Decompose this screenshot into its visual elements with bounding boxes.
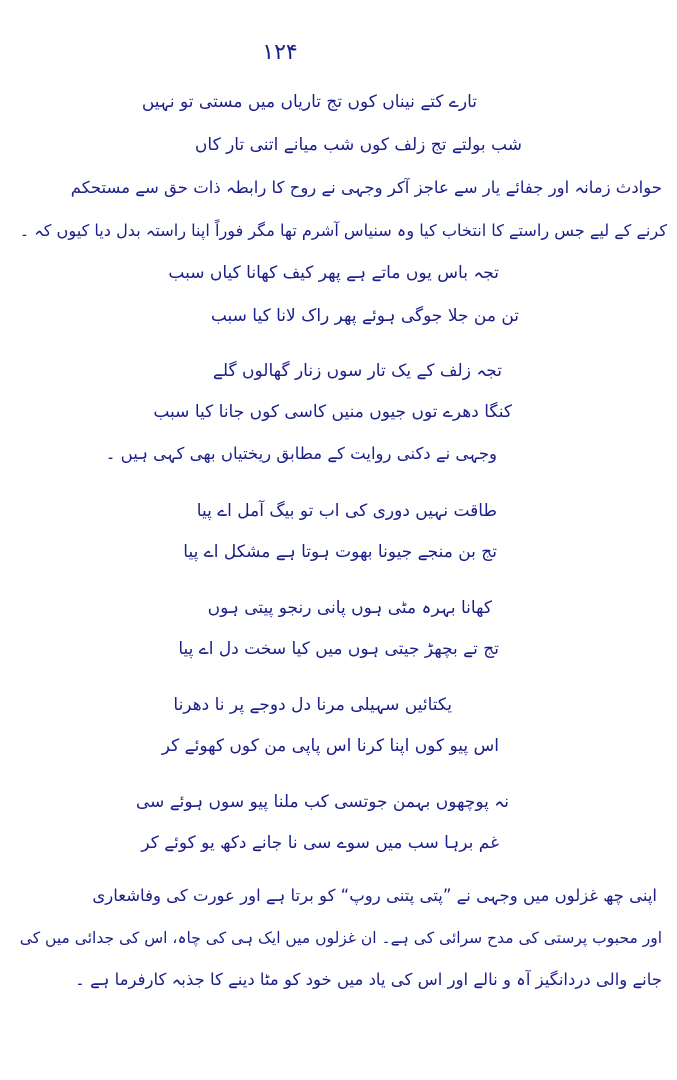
verse-line: یکتائیں سہیلی مرنا دل دوجے پر نا دھرنا xyxy=(173,695,452,715)
verse-line: کنگا دھرے توں جیوں منیں کاسی کوں جانا کیا سبب xyxy=(153,402,512,422)
verse-line: تارے کتے نیناں کوں تج تاریاں میں مستی تو نہیں xyxy=(141,92,477,112)
verse-line: شب بولتے تج زلف کوں شب میانے اتنی تار کاں xyxy=(194,135,522,155)
prose-line: وجہی نے دکنی روایت کے مطابق ریختیاں بھی کہی ہیں ۔ xyxy=(105,444,497,463)
prose-line: کرنے کے لیے جس راستے کا انتخاب کیا وہ سنیاس آشرم تھا مگر فوراً اپنا راستہ بدل دیا کیوں کہ ۔ xyxy=(19,221,667,240)
verse-line: تن من جلا جوگی ہوئے پھر راک لانا کیا سبب xyxy=(210,306,519,326)
verse-line: اس پیو کوں اپنا کرنا اس پاپی من کوں کھوئے کر xyxy=(161,736,499,756)
prose-line: جانے والی دردانگیز آہ و نالے اور اس کی یاد میں خود کو مٹا دینے کا جذبہ کارفرما ہے ۔ xyxy=(75,970,662,989)
verse-line: طاقت نہیں دوری کی اب تو بیگ آمل اے پیا xyxy=(196,501,497,521)
verse-line: غم برہا سب میں سوے سی نا جانے دکھ یو کوئے کر xyxy=(141,833,499,853)
verse-line: تج تے بچھڑ جیتی ہوں میں کیا سخت دل اے پیا xyxy=(178,639,499,659)
prose-line: حوادث زمانہ اور جفائے یار سے عاجز آکر وجہی نے روح کا رابطہ ذات حق سے مستحکم xyxy=(70,178,662,197)
verse-line: تجہ باس یوں ماتے ہے پھر کیف کھانا کیاں سبب xyxy=(168,263,499,283)
verse-line: تجہ زلف کے یک تار سوں زنار گھالوں گلے xyxy=(212,361,502,381)
verse-line: تج بن منجے جیونا بھوت ہوتا ہے مشکل اے پیا xyxy=(183,542,497,562)
verse-line: نہ پوچھوں بہمن جوتسی کب ملنا پیو سوں ہوئے سی xyxy=(135,792,509,812)
page-number: ۱۲۴ xyxy=(262,40,298,65)
verse-line: کھانا بہرہ مٹی ہوں پانی رنجو پیتی ہوں xyxy=(207,598,492,618)
prose-line: اپنی چھ غزلوں میں وجہی نے ”پتی پتنی روپ“ کو برتا ہے اور عورت کی وفاشعاری xyxy=(92,886,657,905)
prose-line: اور محبوب پرستی کی مدح سرائی کی ہے۔ ان غزلوں میں ایک ہی کی چاہ، اس کی جدائی میں کی xyxy=(19,929,662,947)
